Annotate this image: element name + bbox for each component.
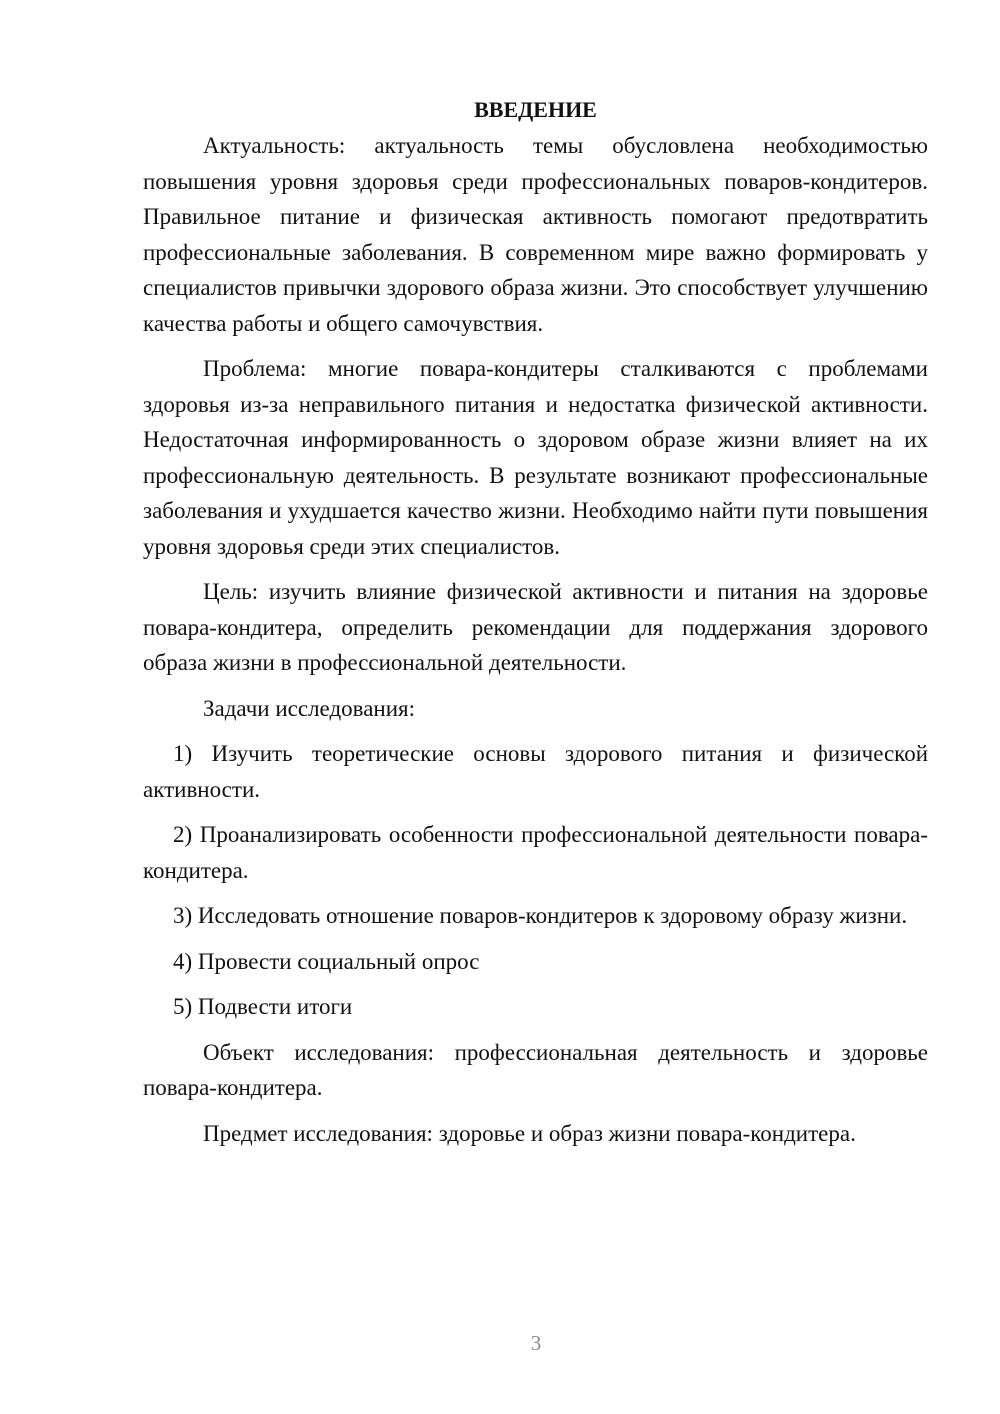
problem-paragraph: Проблема: многие повара-кондитеры сталкиваются с проблемами здоровья из-за неправильного питания и недостатка физической активности. Недостаточная информированность о здоровом образе жизни влияет на их профессиональную деятельность. В результате возникают профессиональные заболевания и ухудшается качество жизни. Необходимо найти пути повышения уровня здоровья среди этих специалистов.	[143, 356, 928, 559]
subject-paragraph: Предмет исследования: здоровье и образ жизни повара-кондитера.	[203, 1120, 856, 1146]
relevance-paragraph: Актуальность: актуальность темы обусловлена необходимостью повышения уровня здоровья среди профессиональных поваров-кондитеров. Правильное питание и физическая активность помогают предотвратить профессиональные заболевания. В современном мире важно формировать у специалистов привычки здорового образа жизни. Это способствует улучшению качества работы и общего самочувствия.	[143, 133, 928, 336]
tasks-title: Задачи исследования:	[203, 695, 416, 721]
task-item: 1) Изучить теоретические основы здорового питания и физической активности.	[143, 741, 928, 802]
task-item: 4) Провести социальный опрос	[173, 948, 480, 974]
task-item: 2) Проанализировать особенности профессиональной деятельности повара-кондитера.	[143, 822, 928, 883]
section-heading: ВВЕДЕНИЕ	[474, 97, 597, 122]
page-content	[143, 92, 928, 1161]
task-item: 5) Подвести итоги	[173, 994, 353, 1019]
goal-paragraph: Цель: изучить влияние физической активности и питания на здоровье повара-кондитера, определить рекомендации для поддержания здорового образа жизни в профессиональной деятельности.	[143, 579, 928, 675]
task-item: 3) Исследовать отношение поваров-кондитеров к здоровому образу жизни.	[173, 903, 908, 928]
object-paragraph: Объект исследования: профессиональная деятельность и здоровье повара-кондитера.	[143, 1039, 928, 1100]
page-number: 3	[530, 1331, 542, 1355]
